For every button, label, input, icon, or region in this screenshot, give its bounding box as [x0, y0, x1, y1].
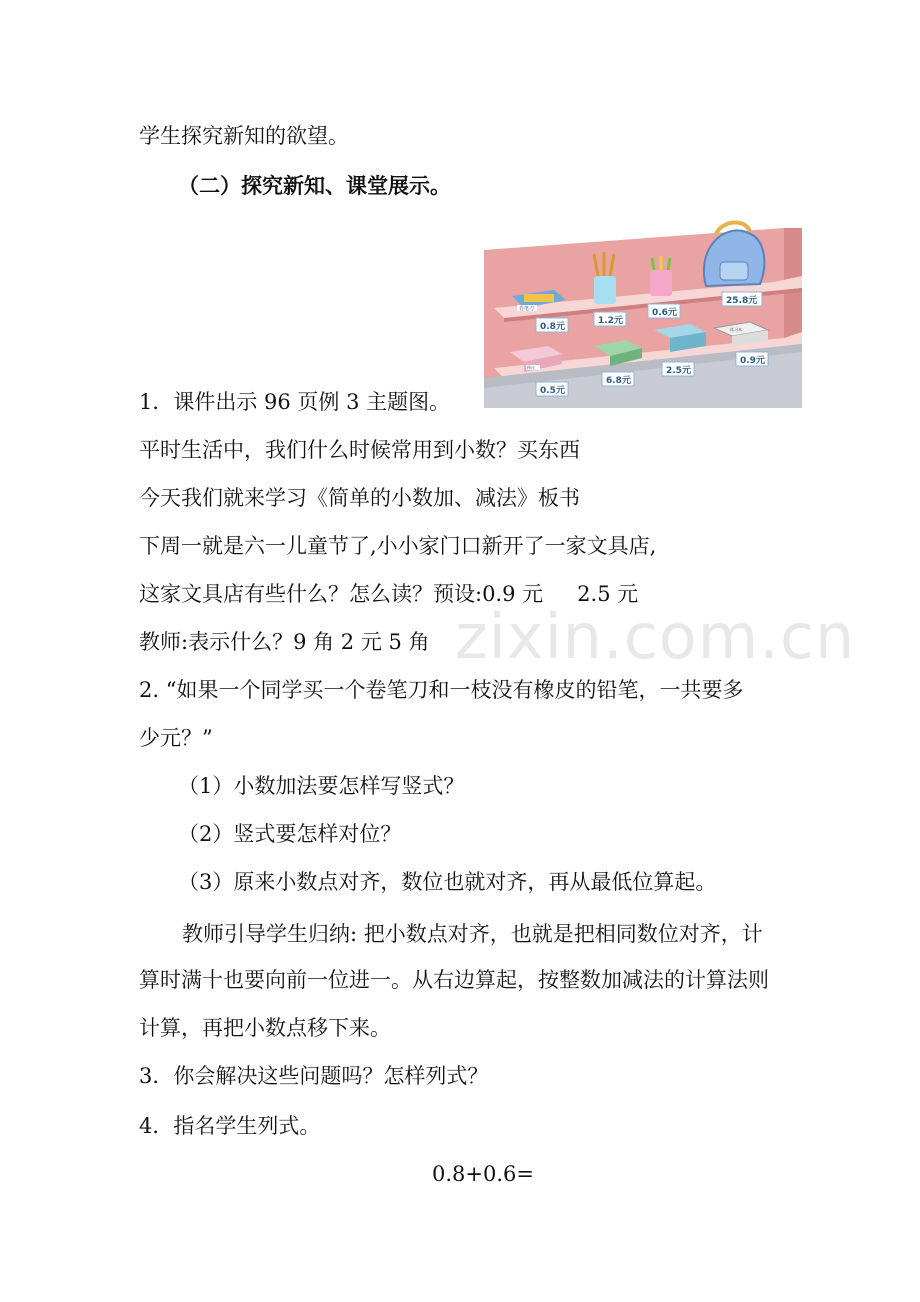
paragraph-4-part-a: 这家文具店有些什么？怎么读？预设:0.9 元: [139, 582, 544, 606]
item-2-line-1: 2. “如果一个同学买一个卷笔刀和一枝没有橡皮的铅笔，一共要多: [139, 678, 744, 702]
section-heading: （二）探究新知、课堂展示。: [178, 173, 451, 198]
watermark: zixin.com.cn: [455, 600, 856, 673]
svg-text:0.6元: 0.6元: [652, 308, 677, 318]
question-3: （3）原来小数点对齐，数位也就对齐，再从最低位算起。: [178, 870, 717, 894]
price-tag: [536, 382, 568, 396]
formula: 0.8+0.6=: [432, 1162, 534, 1186]
paragraph-3: 下周一就是六一儿童节了,小小家门口新开了一家文具店,: [139, 534, 657, 558]
svg-text:0.9元: 0.9元: [740, 356, 765, 366]
price-tag: [602, 372, 634, 386]
item-2-line-2: 少元？”: [139, 726, 213, 750]
price-tag: [736, 352, 768, 366]
pencil-cup-no-eraser-item: [650, 256, 672, 296]
summary-line-3: 计算，再把小数点移下来。: [139, 1016, 391, 1040]
summary-line-2: 算时满十也要向前一位进一。从右边算起，按整数加减法的计算法则: [139, 968, 769, 992]
svg-text:25.8元: 25.8元: [726, 296, 758, 306]
price-tag: [662, 362, 694, 376]
paragraph-4-part-b: 2.5 元: [577, 582, 639, 606]
price-tag: [536, 318, 568, 332]
svg-text:练习本: 练习本: [730, 327, 742, 332]
svg-text:0.5元: 0.5元: [540, 386, 565, 396]
svg-text:卷笔刀: 卷笔刀: [519, 306, 535, 312]
paragraph-5: 教师:表示什么？9 角 2 元 5 角: [139, 630, 430, 654]
stationery-shelf-illustration: [484, 218, 802, 408]
svg-text:1.2元: 1.2元: [598, 316, 623, 326]
summary-line-1: 教师引导学生归纳: 把小数点对齐，也就是把相同数位对齐，计: [182, 922, 763, 946]
item-3: 3．你会解决这些问题吗？怎样列式？: [139, 1064, 489, 1088]
svg-text:6.8元: 6.8元: [606, 376, 631, 386]
item-1: 1．课件出示 96 页例 3 主题图。: [139, 390, 451, 414]
svg-text:橡皮: 橡皮: [527, 365, 535, 370]
paragraph-1: 平时生活中，我们什么时候常用到小数？买东西: [139, 438, 580, 462]
paragraph-2: 今天我们就来学习《简单的小数加、减法》板书: [139, 486, 580, 510]
price-tag: [648, 304, 680, 318]
paragraph-4: [139, 580, 638, 608]
svg-text:2.5元: 2.5元: [666, 366, 691, 376]
svg-text:0.8元: 0.8元: [540, 322, 565, 332]
question-1: （1）小数加法要怎样写竖式？: [178, 774, 465, 798]
price-tag: [594, 312, 626, 326]
intro-line: 学生探究新知的欲望。: [139, 124, 349, 148]
price-tag: [722, 292, 762, 306]
item-4: 4．指名学生列式。: [139, 1114, 321, 1138]
question-2: （2）竖式要怎样对位？: [178, 822, 402, 846]
